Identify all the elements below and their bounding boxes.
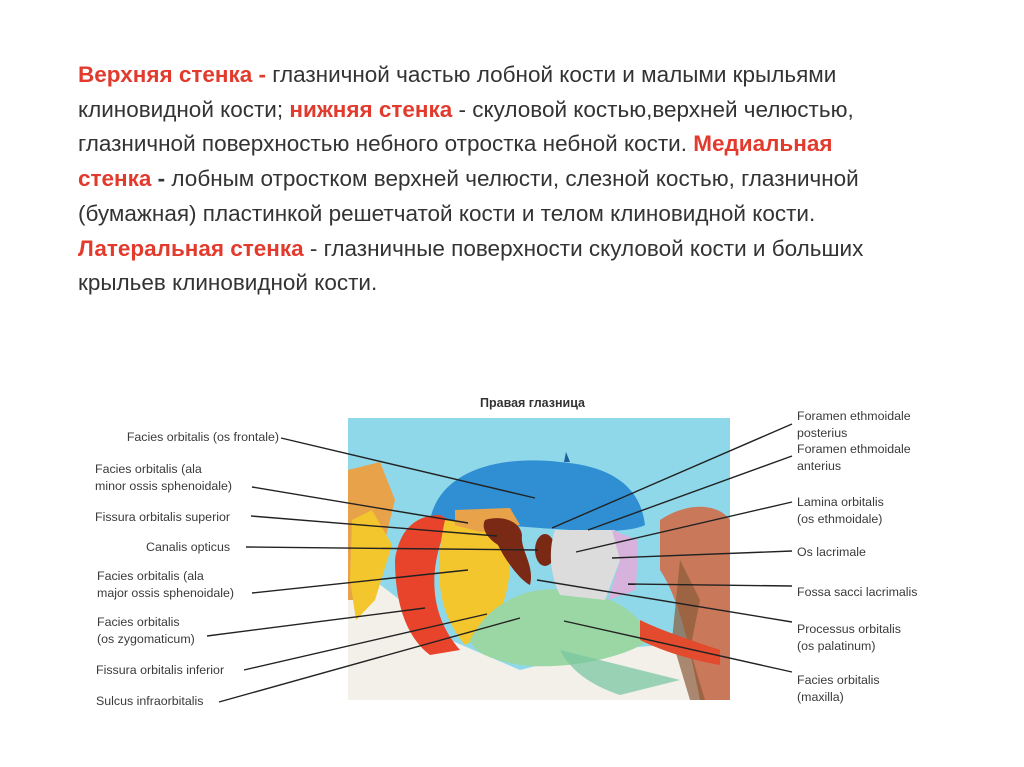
label-line: (os ethmoidale) <box>797 511 883 526</box>
wall-term: Медиальная <box>693 131 833 157</box>
label-fissura-orbitalis-inferior <box>96 662 224 679</box>
label-foramen-ethmoidale-anterius <box>797 441 911 474</box>
description-segment: - скуловой костью,верхней челюстью, <box>452 96 854 122</box>
description-segment: (бумажная) пластинкой решетчатой кости и телом клиновидной кости. <box>78 200 816 226</box>
description-segment: клиновидной кости; <box>78 96 290 122</box>
wall-term: стенка <box>78 166 152 192</box>
description-segment: - глазничные поверхности скуловой кости и больших <box>303 235 864 261</box>
wall-term: Верхняя стенка <box>78 62 253 87</box>
description-segment: - <box>151 166 172 192</box>
label-line: (os zygomaticum) <box>97 631 195 646</box>
label-sulcus-infraorbitalis <box>96 693 203 710</box>
label-line: Fissura orbitalis inferior <box>96 663 225 677</box>
label-processus-orbitalis <box>797 621 901 654</box>
label-os-lacrimale <box>797 544 866 561</box>
description-segment: лобным отростком верхней челюсти, слезной костью, глазничной <box>171 166 859 192</box>
label-line: Fissura orbitalis superior <box>95 510 230 524</box>
wall-term: нижняя стенка <box>289 96 453 122</box>
label-line: posterius <box>797 425 848 440</box>
label-fossa-sacci-lacrimalis <box>797 584 918 601</box>
label-canalis-opticus <box>146 539 230 556</box>
label-lamina-orbitalis <box>797 494 884 527</box>
description-segment: глазничной частью лобной кости и малыми крыльями <box>272 62 837 87</box>
label-line: Facies orbitalis <box>797 673 880 687</box>
wall-term: Латеральная стенка <box>78 235 304 261</box>
label-line: minor ossis sphenoidale) <box>95 478 233 493</box>
label-facies-orbitalis-zygomaticum <box>97 614 195 647</box>
label-line: Processus orbitalis <box>797 622 901 636</box>
label-line: Os lacrimale <box>797 545 866 559</box>
label-line: major ossis sphenoidale) <box>97 585 235 600</box>
label-line: Facies orbitalis (ala <box>95 462 202 476</box>
label-facies-orbitalis-ala-major <box>97 568 234 601</box>
label-line: Lamina orbitalis <box>797 495 884 509</box>
label-line: Canalis opticus <box>146 540 231 554</box>
label-line: Fossa sacci lacrimalis <box>797 585 918 599</box>
label-line: (os palatinum) <box>797 638 876 653</box>
description-segment: крыльев клиновидной кости. <box>78 270 378 296</box>
label-foramen-ethmoidale-posterius <box>797 408 911 441</box>
label-line: Foramen ethmoidale <box>797 442 911 456</box>
anatomy-artwork <box>348 418 730 700</box>
label-fissura-orbitalis-superior <box>95 509 230 526</box>
description-segment: глазничной поверхностью небного отростка небной кости. <box>78 131 694 157</box>
label-facies-orbitalis-maxilla <box>797 672 880 705</box>
label-line: Sulcus infraorbitalis <box>96 694 204 708</box>
label-line: anterius <box>797 458 842 473</box>
figure-title: Правая глазница <box>480 396 585 410</box>
label-facies-orbitalis-frontale <box>127 429 279 446</box>
label-line: (maxilla) <box>797 689 844 704</box>
label-facies-orbitalis-ala-minor <box>95 461 232 494</box>
label-line: Facies orbitalis (os frontale) <box>126 430 279 444</box>
label-line: Foramen ethmoidale <box>797 409 911 423</box>
label-line: Facies orbitalis <box>97 615 180 629</box>
label-line: Facies orbitalis (ala <box>97 569 204 583</box>
description-segment: - <box>252 62 273 87</box>
